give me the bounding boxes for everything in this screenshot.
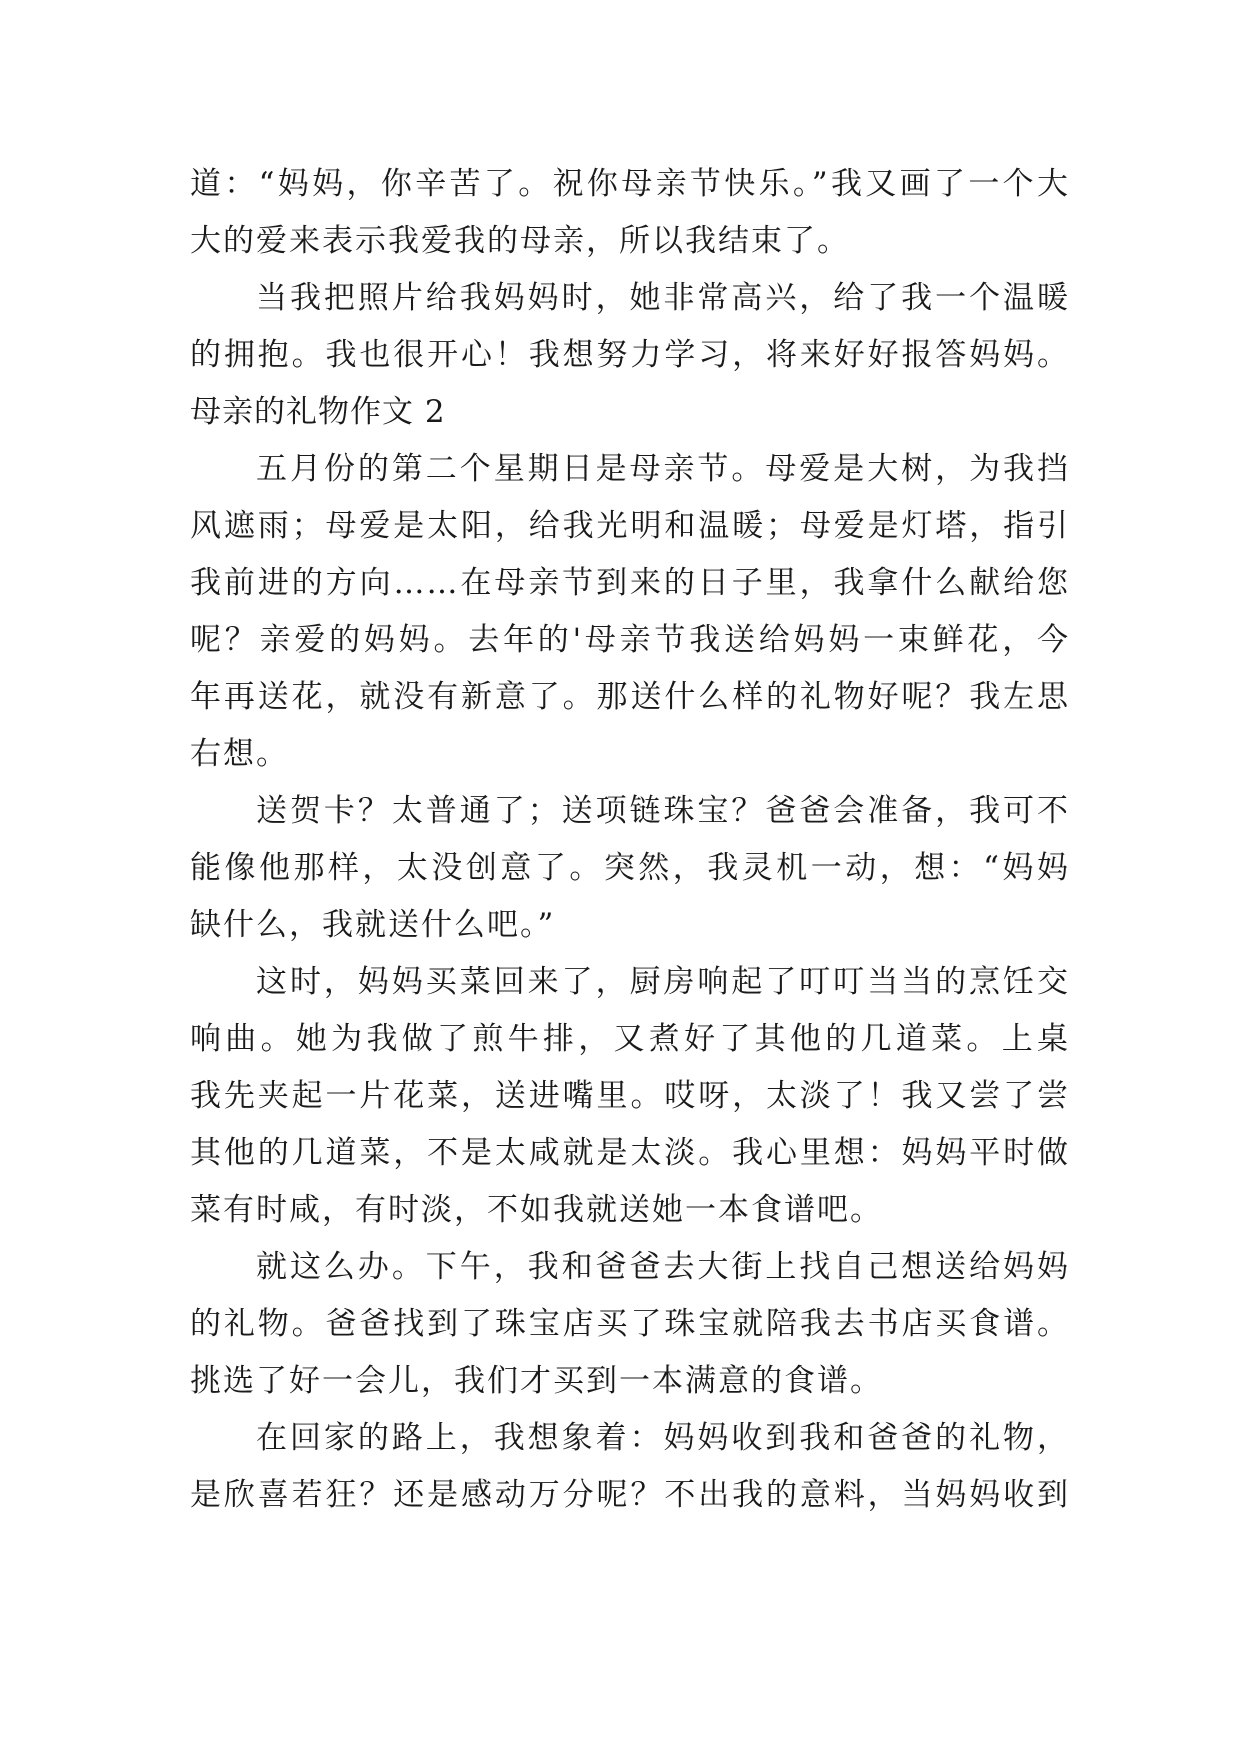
text-line: 道：“妈妈，你辛苦了。祝你母亲节快乐。”我又画了一个大	[190, 166, 1070, 202]
text-line: 右想。	[190, 736, 289, 772]
text-line: 能像他那样，太没创意了。突然，我灵机一动，想：“妈妈	[190, 850, 1070, 886]
section-heading: 母亲的礼物作文 2	[190, 394, 446, 430]
text-line: 是欣喜若狂？还是感动万分呢？不出我的意料，当妈妈收到	[190, 1477, 1070, 1513]
essay-text	[190, 156, 1070, 1524]
text-line: 的拥抱。我也很开心！我想努力学习，将来好好报答妈妈。	[190, 337, 1070, 373]
text-line: 菜有时咸，有时淡，不如我就送她一本食谱吧。	[190, 1192, 883, 1228]
paragraph-first-line: 当我把照片给我妈妈时，她非常高兴，给了我一个温暖	[256, 280, 1070, 316]
text-line: 大的爱来表示我爱我的母亲，所以我结束了。	[190, 223, 850, 259]
paragraph-first-line: 在回家的路上，我想象着：妈妈收到我和爸爸的礼物，	[256, 1420, 1070, 1456]
paragraph-first-line: 送贺卡？太普通了；送项链珠宝？爸爸会准备，我可不	[256, 793, 1070, 829]
paragraph-first-line: 五月份的第二个星期日是母亲节。母爱是大树，为我挡	[256, 451, 1070, 487]
text-line: 响曲。她为我做了煎牛排，又煮好了其他的几道菜。上桌	[190, 1021, 1070, 1057]
text-line: 风遮雨；母爱是太阳，给我光明和温暖；母爱是灯塔，指引	[190, 508, 1070, 544]
text-line: 我先夹起一片花菜，送进嘴里。哎呀，太淡了！我又尝了尝	[190, 1078, 1070, 1114]
text-line: 的礼物。爸爸找到了珠宝店买了珠宝就陪我去书店买食谱。	[190, 1306, 1070, 1342]
text-line: 呢？亲爱的妈妈。去年的'母亲节我送给妈妈一束鲜花，今	[190, 622, 1070, 658]
text-line: 我前进的方向……在母亲节到来的日子里，我拿什么献给您	[190, 565, 1070, 601]
text-line: 挑选了好一会儿，我们才买到一本满意的食谱。	[190, 1363, 883, 1399]
paragraph-first-line: 这时，妈妈买菜回来了，厨房响起了叮叮当当的烹饪交	[256, 964, 1070, 1000]
paragraph-first-line: 就这么办。下午，我和爸爸去大街上找自己想送给妈妈	[256, 1249, 1070, 1285]
text-line: 缺什么，我就送什么吧。”	[190, 907, 556, 943]
text-line: 其他的几道菜，不是太咸就是太淡。我心里想：妈妈平时做	[190, 1135, 1070, 1171]
text-line: 年再送花，就没有新意了。那送什么样的礼物好呢？我左思	[190, 679, 1070, 715]
